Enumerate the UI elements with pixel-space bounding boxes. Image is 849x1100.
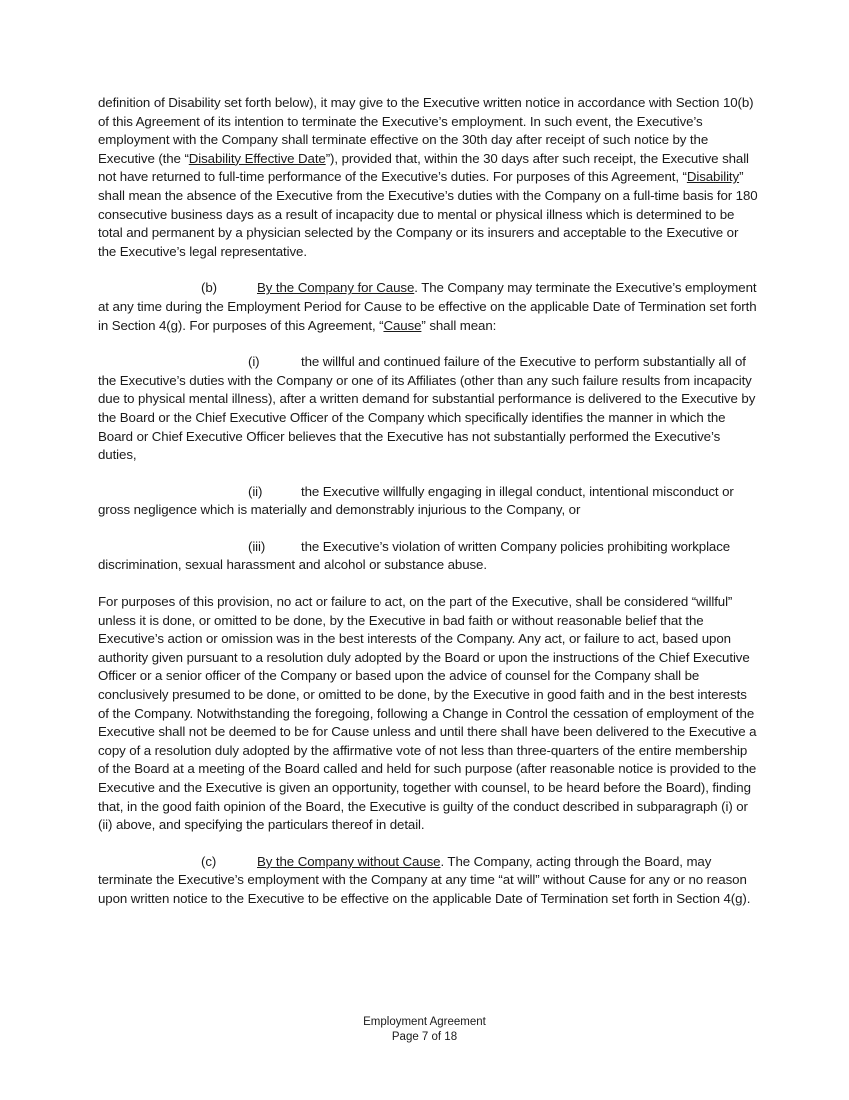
paragraph-i: (i) the willful and continued failure of the Executive to perform substantially all of the Executive’s duties with the Company or one of its Affiliates (other than any such failure results from incapacity due to physical mental illness), after a written demand for substantial performance is delivered to the Executive by the Board or the Chief Executive Officer of the Company which specifically identifies the manner in which the Board or Chief Executive Officer believes that the Executive has not substantially performed the Executive’s duties, [98, 354, 756, 463]
section-heading-for-cause: By the Company for Cause [257, 280, 415, 296]
section-marker-i: (i) [248, 354, 260, 370]
page-footer [0, 1015, 849, 1045]
document-body [98, 94, 758, 927]
section-heading-without-cause: By the Company without Cause [257, 853, 441, 869]
page-number: Page 7 of 18 [391, 1031, 458, 1043]
paragraph-iii: (iii) the Executive’s violation of written Company policies prohibiting workplace discrimination, sexual harassment and alcohol or substance abuse. [98, 538, 731, 573]
section-marker-c: (c) [201, 853, 217, 869]
footer-title: Employment Agreement [363, 1016, 486, 1028]
paragraph-b-for-cause: (b) By the Company for Cause. The Company may terminate the Executive’s employment at any time during the Employment Period for Cause to be effective on the applicable Date of Termination set forth in Section 4(g). For purposes of this Agreement, “Cause” shall mean: [98, 280, 757, 333]
paragraph-disability: definition of Disability set forth below), it may give to the Executive written notice in accordance with Section 10(b) of this Agreement of its intention to terminate the Executive’s employment. In such event, the Executive’s employment with the Company shall terminate effective on the 30th day after receipt of such notice by the Executive (the “Disability Effective Date”), provided that, within the 30 days after such receipt, the Executive shall not have returned to full-time performance of the Executive’s duties. For purposes of this Agreement, “Disability” shall mean the absence of the Executive from the Executive’s duties with the Company on a full-time basis for 180 consecutive business days as a result of incapacity due to mental or physical illness which is determined to be total and permanent by a physician selected by the Company or its insurers and acceptable to the Executive or the Executive’s legal representative. [98, 95, 758, 259]
defined-term-cause: Cause [383, 317, 422, 333]
paragraph-willful: For purposes of this provision, no act or failure to act, on the part of the Executive, shall be considered “willful” unless it is done, or omitted to be done, by the Executive in bad faith or without reasonable belief that the Executive’s action or omission was in the best interests of the Company. Any act, or failure to act, based upon authority given pursuant to a resolution duly adopted by the Board or upon the instructions of the Chief Executive Officer or a senior officer of the Company or based upon the advice of counsel for the Company shall be conclusively presumed to be done, or omitted to be done, by the Executive in good faith and in the best interests of the Company. Notwithstanding the foregoing, following a Change in Control the cessation of employment of the Executive shall not be deemed to be for Cause unless and until there shall have been delivered to the Executive a copy of a resolution duly adopted by the affirmative vote of not less than three-quarters of the entire membership of the Board at a meeting of the Board called and held for such purpose (after reasonable notice is provided to the Executive and the Executive is given an opportunity, together with counsel, to be heard before the Board), finding that, in the good faith opinion of the Board, the Executive is guilty of the conduct described in subparagraph (i) or (ii) above, and specifying the particulars thereof in detail. [98, 594, 757, 833]
paragraph-ii: (ii) the Executive willfully engaging in illegal conduct, intentional misconduct or gross negligence which is materially and demonstrably injurious to the Company, or [98, 483, 734, 518]
section-marker-ii: (ii) [248, 483, 263, 499]
section-marker-b: (b) [201, 280, 217, 296]
defined-term-disability: Disability [686, 169, 740, 185]
section-marker-iii: (iii) [248, 538, 266, 554]
paragraph-c-without-cause: (c) By the Company without Cause. The Company, acting through the Board, may terminate the Executive’s employment with the Company at any time “at will” without Cause for any or no reason upon written notice to the Executive to be effective on the applicable Date of Termination set forth in Section 4(g). [98, 853, 751, 906]
defined-term-disability-effective-date: Disability Effective Date [188, 150, 326, 166]
